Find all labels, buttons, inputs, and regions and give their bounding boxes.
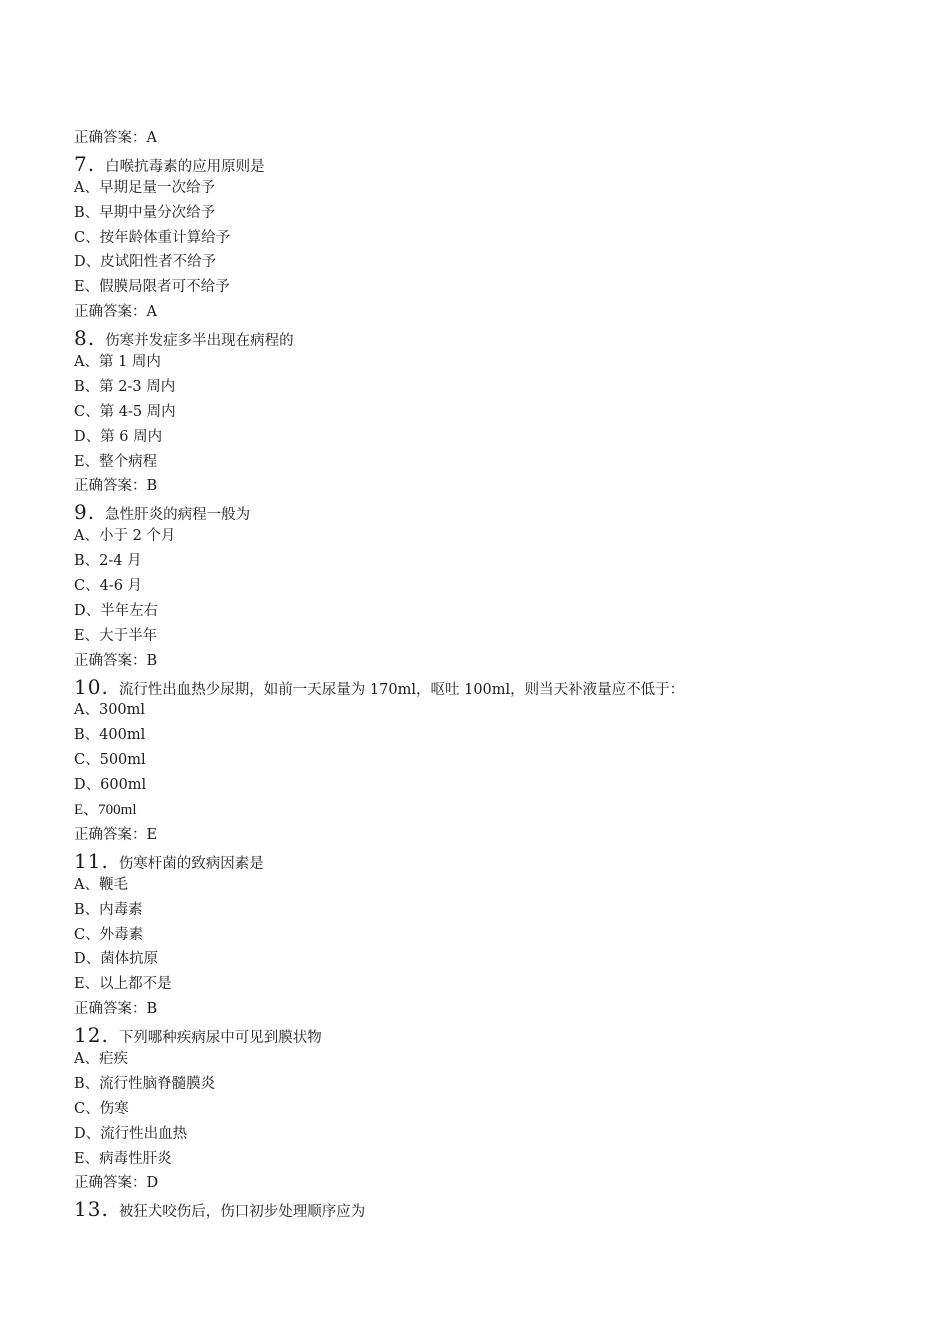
answer-line: 正确答案：E [74, 826, 158, 843]
questions-container [74, 151, 874, 1221]
question-number: 8. [74, 326, 96, 351]
option-item: A、疟疾 [74, 1050, 128, 1067]
question-block [74, 848, 874, 1022]
question-number: 10. [74, 674, 109, 699]
option-item: C、4-6 月 [74, 578, 143, 595]
option-item: B、早期中量分次给予 [74, 204, 216, 221]
answer-letter: A [146, 130, 157, 146]
option-item: B、400ml [74, 727, 146, 744]
option-item: D、600ml [74, 777, 147, 794]
option-item: C、外毒素 [74, 926, 144, 943]
option-item: C、500ml [74, 752, 146, 769]
option-item: B、第 2-3 周内 [74, 378, 176, 395]
question-text: 伤寒并发症多半出现在病程的 [105, 333, 294, 350]
question-text: 急性肝炎的病程一般为 [105, 507, 251, 524]
question-block [74, 1196, 874, 1221]
question-line [74, 325, 874, 350]
question-block [74, 674, 874, 848]
answer-line: 正确答案：B [74, 478, 158, 495]
option-item: D、第 6 周内 [74, 428, 163, 445]
answer-line: 正确答案：A [74, 304, 157, 321]
answer-line: 正确答案：B [74, 1001, 158, 1018]
option-item: E、大于半年 [74, 627, 158, 644]
question-number: 13. [74, 1197, 109, 1222]
question-line [74, 151, 874, 176]
answer-line [74, 126, 874, 151]
question-line [74, 848, 874, 873]
question-text: 流行性出血热少尿期，如前一天尿量为 170ml，呕吐 100ml，则当天补液量应不低于： [118, 681, 685, 698]
option-item: A、早期足量一次给予 [74, 179, 215, 196]
option-item: E、假膜局限者可不给予 [74, 279, 230, 296]
option-item: E、整个病程 [74, 453, 158, 470]
question-list [74, 126, 874, 1221]
answer-prefix: 正确答案： [74, 130, 147, 146]
question-number: 11. [74, 848, 109, 873]
question-number: 7. [74, 151, 96, 176]
option-item: A、鞭毛 [74, 876, 128, 893]
question-text: 白喉抗毒素的应用原则是 [105, 158, 265, 175]
option-item: B、流行性脑脊髓膜炎 [74, 1075, 216, 1092]
question-line [74, 499, 874, 524]
question-line [74, 1196, 874, 1221]
option-item: A、第 1 周内 [74, 354, 161, 371]
question-text: 被狂犬咬伤后，伤口初步处理顺序应为 [118, 1204, 366, 1221]
option-item: C、伤寒 [74, 1100, 129, 1117]
option-item: D、皮试阳性者不给予 [74, 254, 217, 271]
question-block [74, 499, 874, 673]
question-block [74, 325, 874, 499]
question-text: 下列哪种疾病尿中可见到膜状物 [118, 1030, 322, 1047]
question-block [74, 151, 874, 325]
question-text: 伤寒杆菌的致病因素是 [118, 855, 264, 872]
question-line [74, 674, 874, 699]
question-line [74, 1022, 874, 1047]
option-item: D、菌体抗原 [74, 951, 159, 968]
option-item: A、小于 2 个月 [74, 528, 176, 545]
option-item: B、2-4 月 [74, 553, 142, 570]
option-item: E、病毒性肝炎 [74, 1150, 172, 1167]
answer-line: 正确答案：B [74, 652, 158, 669]
question-block [74, 1022, 874, 1196]
question-number: 12. [74, 1023, 109, 1048]
option-item: C、第 4-5 周内 [74, 403, 176, 420]
option-item: D、流行性出血热 [74, 1125, 188, 1142]
option-item: A、300ml [74, 702, 146, 719]
option-item: E、以上都不是 [74, 976, 172, 993]
answer-line: 正确答案：D [74, 1175, 159, 1192]
option-item: C、按年龄体重计算给予 [74, 229, 231, 246]
option-item: D、半年左右 [74, 602, 159, 619]
question-number: 9. [74, 500, 96, 525]
option-item: B、内毒素 [74, 901, 143, 918]
option-item: E、700ml [74, 802, 137, 819]
